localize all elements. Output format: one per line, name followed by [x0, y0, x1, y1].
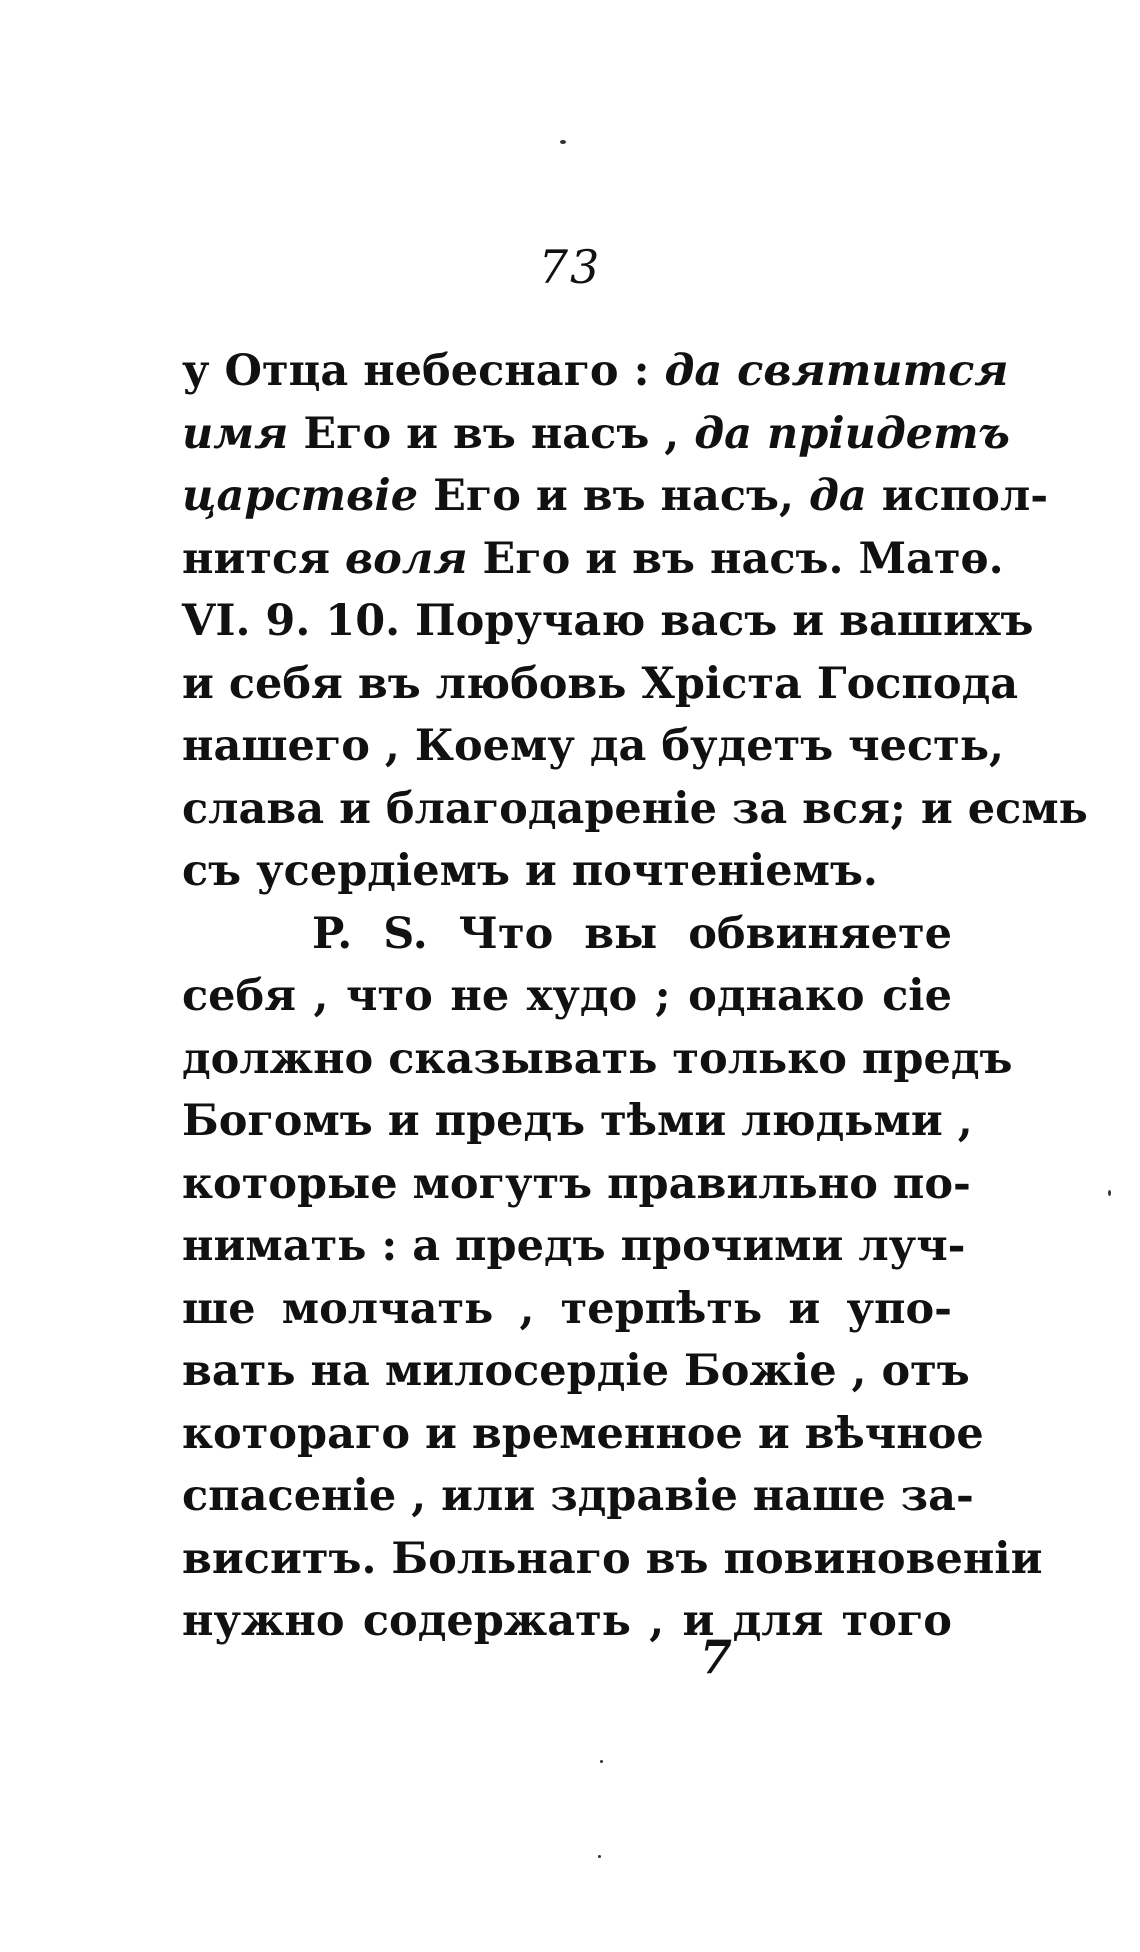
text-run: Его и въ насъ. Матѳ. [467, 533, 1004, 584]
text-line [182, 1340, 970, 1403]
italic-text: царствіе [182, 471, 419, 521]
page-number: 73 [538, 240, 602, 294]
print-speck [600, 1760, 603, 1763]
italic-text: да [808, 471, 867, 521]
text-run: нимать : а предъ прочими луч- [182, 1221, 966, 1271]
print-speck [1108, 1190, 1111, 1196]
text-run: Его и въ насъ , [288, 408, 695, 459]
text-run: вать на милосердіе Божіе , отъ [182, 1346, 970, 1396]
print-speck [560, 140, 566, 144]
text-run: себя , что не худо ; однако сіе [182, 971, 952, 1021]
text-run: слава и благодареніе за вся; и есмь [182, 783, 1088, 834]
text-line [182, 715, 1004, 778]
text-line [182, 1590, 952, 1653]
text-line [182, 1528, 1043, 1591]
text-line [182, 590, 1034, 653]
text-line [182, 403, 1010, 466]
text-line [182, 840, 952, 903]
italic-text: имя [182, 408, 289, 459]
text-line [182, 1403, 984, 1466]
text-run: виситъ. Больнаго въ повиновеніи [182, 1533, 1043, 1584]
text-run: P. S. Что вы обвиняете [312, 908, 952, 959]
text-run: спасеніе , или здравіе наше за- [182, 1471, 974, 1521]
text-run: у Отца небеснаго : [182, 346, 665, 396]
signature-mark: 7 [700, 1630, 733, 1684]
body-text [182, 340, 1088, 1653]
text-line [182, 1215, 966, 1278]
text-run: ше молчать , терпѣть и упо- [182, 1283, 952, 1334]
text-line [182, 1153, 971, 1216]
text-run: VI. 9. 10. Поручаю васъ и вашихъ [182, 596, 1034, 646]
text-run: испол- [866, 471, 1049, 521]
italic-text: да пріидетъ [694, 408, 1010, 459]
text-line [182, 778, 1088, 841]
text-run: должно сказывать только предъ [182, 1033, 1013, 1084]
italic-text: да святится [664, 346, 1009, 396]
text-line [182, 340, 1009, 403]
text-line [182, 1028, 1013, 1091]
text-line [182, 1278, 952, 1341]
text-line [182, 465, 1049, 528]
text-line [182, 528, 1004, 591]
text-run: Богомъ и предъ тѣми людьми , [182, 1096, 973, 1146]
text-line [182, 965, 952, 1028]
text-line [182, 903, 952, 966]
italic-text: воля [344, 533, 468, 584]
text-run: Его и въ насъ, [418, 471, 809, 521]
text-run: и себя въ любовь Хріста Господа [182, 658, 1019, 709]
text-run: нашего , Коему да будетъ честь, [182, 721, 1004, 771]
text-line [182, 1465, 974, 1528]
text-run: нужно содержать , и для того [182, 1596, 952, 1646]
text-line [182, 653, 1019, 716]
text-run: съ усердіемъ и почтеніемъ. [182, 846, 878, 896]
text-run: которые могутъ правильно по- [182, 1158, 971, 1209]
text-run: нится [182, 533, 345, 584]
text-run: котораго и временное и вѣчное [182, 1408, 984, 1459]
print-speck [598, 1855, 601, 1858]
text-line [182, 1090, 973, 1153]
